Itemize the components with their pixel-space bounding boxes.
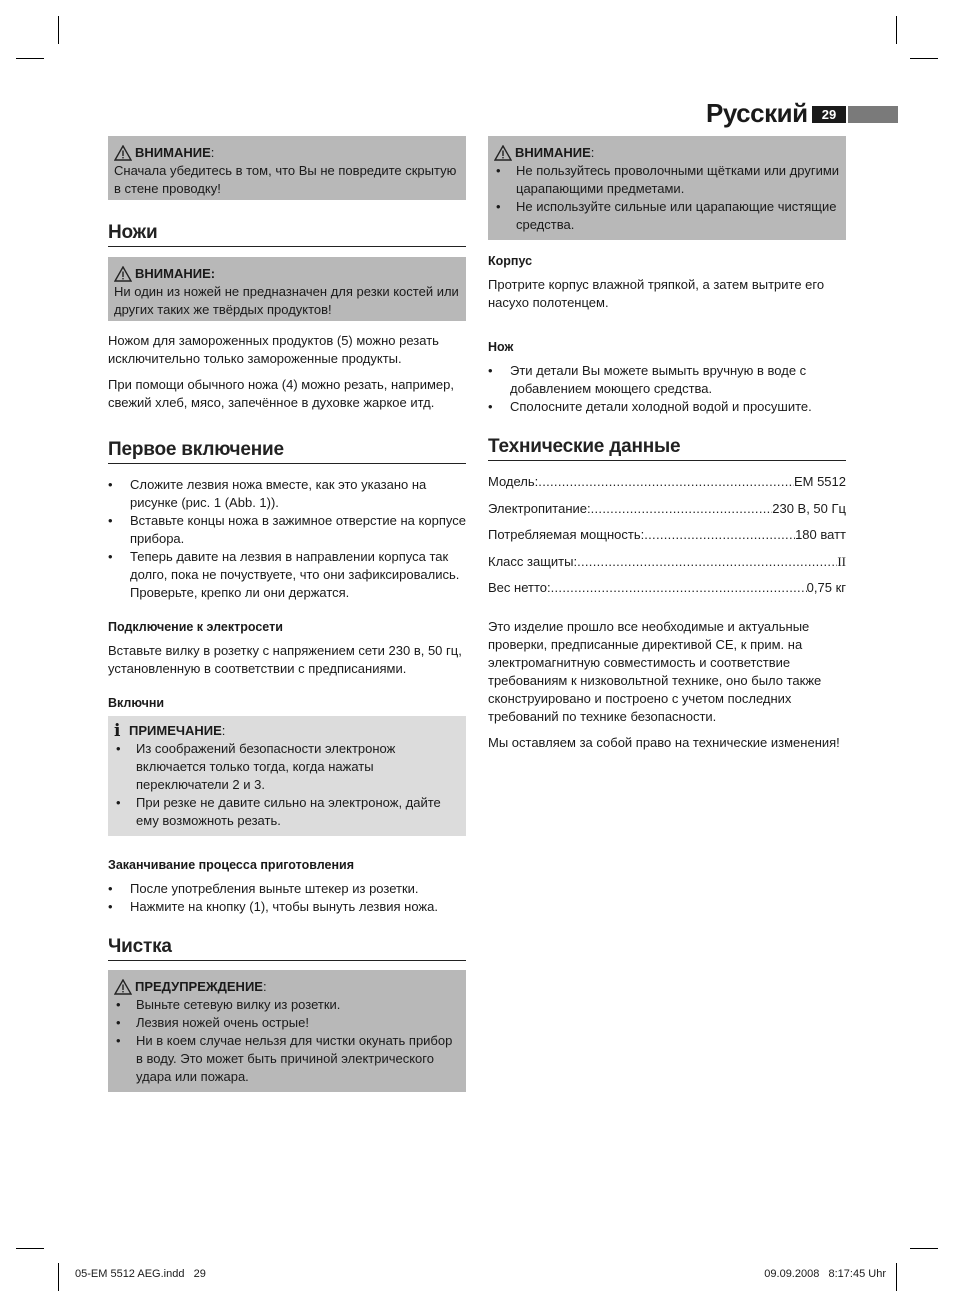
spec-label: Модель: [488,474,539,489]
list-item: • Вставьте концы ножа в зажимное отверстие на корпусе прибора. [108,512,466,548]
warning-text: Ни один из ножей не предназначен для резки костей или других таких же твёрдых продуктов! [114,284,459,317]
subheading-knife: Нож [488,340,514,354]
warning-list [114,996,460,1086]
knives-paragraph: При помощи обычного ножа (4) можно резать, например, свежий хлеб, мясо, запечённое в духовке жаркое итд. [108,377,454,410]
list-item: • Сполосните детали холодной водой и просушите. [488,398,846,416]
crop-mark [896,1263,897,1291]
list-item: • Выньте сетевую вилку из розетки. [114,996,460,1014]
spec-leader [644,526,795,553]
spec-leader [591,500,773,527]
care-warning-box [488,136,846,240]
list-item: • Эти детали Вы можете вымыть вручную в воде с добавлением моющего средства. [488,362,846,398]
knife-list [488,362,846,416]
spec-row [488,526,846,553]
list-item: • Не используйте сильные или царапающие чистящие средства. [494,198,840,234]
spec-value: 0,75 кг [806,580,846,595]
crop-mark [16,1248,44,1249]
connect-text: Вставьте вилку в розетку с напряжением сети 230 в, 50 гц, установленную в соответствии с предписаниями. [108,643,462,676]
housing-text: Протрите корпус влажной тряпкой, а затем вытрите его насухо полотенцем. [488,277,825,310]
crop-mark [910,1248,938,1249]
knives-warning-box [108,257,466,321]
crop-mark [58,1263,59,1291]
warning-title: ВНИМАНИЕ : [114,144,460,162]
list-item: • Ни в коем случае нельзя для чистки окунать прибор в воду. Это может быть причиной электрического удара или пожара. [114,1032,460,1086]
info-icon: i [114,721,121,741]
rights-text: Мы оставляем за собой право на технические изменения! [488,734,840,750]
subheading-connect: Подключение к электросети [108,620,283,634]
footer-datetime: 09.09.2008 8:17:45 Uhr [764,1268,886,1280]
finish-list [108,880,466,916]
list-item: • Лезвия ножей очень острые! [114,1014,460,1032]
section-heading-tech-data: Технические данные [488,436,846,461]
list-item: • После употребления выньте штекер из розетки. [108,880,466,898]
page-number: 29 [821,107,837,122]
warning-text: Сначала убедитесь в том, что Вы не повредите скрытую в стене проводку! [114,163,457,196]
warning-box [108,136,466,200]
note-title: i ПРИМЕЧАНИЕ : [114,721,226,741]
first-use-list [108,476,466,602]
warning-title [114,265,460,283]
spec-label: Электропитание: [488,500,591,516]
spec-leader [538,473,794,500]
left-column [108,136,466,1092]
crop-mark [910,58,938,59]
spec-label: Вес нетто: [488,580,551,595]
warning-triangle-icon [114,979,132,995]
header-bar [848,106,898,123]
list-item: • Нажмите на кнопку (1), чтобы вынуть лезвия ножа. [108,898,466,916]
warning-triangle-icon [494,145,512,161]
right-column [488,136,846,752]
subheading-switch-on: Включни [108,696,165,710]
crop-mark [58,16,59,44]
list-item: • При резке не давите сильно на электронож, дайте ему возможноть резать. [114,794,460,830]
page-number-tab [812,106,846,123]
warning-label: ВНИМАНИЕ: [135,266,216,281]
spec-label: Класс защиты: [488,553,578,569]
crop-mark [896,16,897,44]
spec-table [488,473,846,606]
warning-title: ПРЕДУПРЕЖДЕНИЕ : [114,978,460,996]
knives-paragraph: Ножом для замороженных продуктов (5) можно резать исключительно только замороженные продукты. [108,333,439,366]
language-title: Русский [706,98,808,128]
warning-triangle-icon [114,266,132,282]
crop-mark [16,58,44,59]
warning-list [494,162,840,234]
spec-leader [577,553,837,580]
cleaning-warning-box [108,970,466,1092]
list-item: • Теперь давите на лезвия в направлении корпуса так долго, пока не почуствуете, что они зафиксировались. Проверьте, крепко ли они держатся. [108,548,466,602]
spec-row [488,473,846,500]
note-list [114,740,460,830]
note-label: ПРИМЕЧАНИЕ [129,723,222,738]
page-header [700,98,898,132]
list-item: • Сложите лезвия ножа вместе, как это указано на рисунке (рис. 1 (Abb. 1)). [108,476,466,512]
spec-value: 230 В, 50 Гц [772,500,846,516]
spec-row [488,553,846,580]
spec-value: EM 5512 [793,474,846,489]
spec-leader [551,579,807,606]
footer-file: 05-EM 5512 AEG.indd 29 [75,1268,206,1280]
list-item: • Из соображений безопасности электронож включается только тогда, когда нажаты переключатели 2 и 3. [114,740,460,794]
subheading-housing: Корпус [488,254,533,268]
spec-label: Потребляемая мощность: [488,527,645,542]
warning-triangle-icon [114,145,132,161]
spec-row [488,500,846,527]
section-heading-knives: Ножи [108,222,466,247]
conformity-text: Это изделие прошло все необходимые и актуальные проверки, предписанные директивой CE, к прим. на электромагнитную совместимость и соответствие требованиям к низковольтной технике, оно было также сконструировано и построено с учетом последних требований по технике безопасности. [488,618,822,724]
spec-value: II [837,553,846,569]
warning-title: ВНИМАНИЕ : [494,144,840,162]
subheading-finish: Заканчивание процесса приготовления [108,858,354,872]
spec-value: 180 ватт [795,527,846,542]
spec-row [488,579,846,606]
section-heading-first-use: Первое включение [108,439,466,464]
section-heading-cleaning: Чистка [108,936,466,961]
warning-label: ВНИМАНИЕ [135,145,211,160]
warning-label: ПРЕДУПРЕЖДЕНИЕ [135,979,263,994]
list-item: • Не пользуйтесь проволочными щётками или другими царапающими предметами. [494,162,840,198]
warning-label: ВНИМАНИЕ [515,145,591,160]
note-box [108,716,466,836]
